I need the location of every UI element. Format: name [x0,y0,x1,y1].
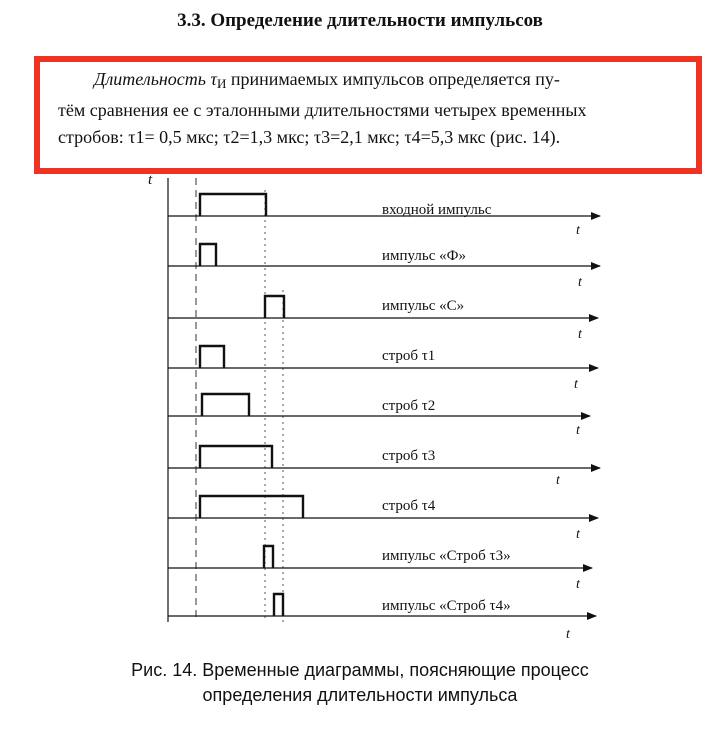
row-label-8: импульс «Строб τ3» [382,548,511,564]
row-label-4: строб τ1 [382,348,436,364]
row-label-1: входной импульс [382,202,492,218]
pulse-4 [200,346,224,368]
pulse-5 [202,394,249,416]
tau-subscript: И [216,76,227,91]
time-symbol-3: t [578,327,582,342]
paragraph-line-1 [58,66,678,97]
timing-diagram [0,170,720,660]
pulse-1 [200,194,266,216]
pulse-9 [274,594,283,616]
time-symbol-2: t [578,275,582,290]
vertical-axis-label: t [148,172,153,188]
row-label-6: строб τ3 [382,448,436,464]
time-symbol-5: t [576,423,580,438]
time-symbol-1: t [576,223,580,238]
row-label-9: импульс «Строб τ4» [382,598,511,614]
pulse-7 [200,496,303,518]
pulse-2 [200,244,216,266]
pulse-6 [200,446,272,468]
row-label-3: импульс «С» [382,298,465,314]
term-duration: Длительность [94,69,206,89]
row-label-7: строб τ4 [382,498,436,514]
figure-caption [0,658,720,708]
caption-line-1: Рис. 14. Временные диаграммы, поясняющие процесс [131,660,589,680]
row-label-5: строб τ2 [382,398,436,414]
pulse-3 [265,296,284,318]
body-paragraph [58,66,678,151]
paragraph-line-3: стробов: τ1= 0,5 мкс; τ2=1,3 мкс; τ3=2,1 мкс; τ4=5,3 мкс (рис. 14). [58,127,561,147]
time-symbol-7: t [576,527,580,542]
caption-line-2: определения длительности импульса [202,685,518,705]
time-symbol-8: t [576,577,580,592]
paragraph-line-1-rest: принимаемых импульсов определяется пу- [226,69,560,89]
time-symbol-4: t [574,377,578,392]
tau-symbol: τ [210,69,217,89]
section-heading: 3.3. Определение длительности импульсов [177,10,543,31]
time-symbol-9: t [566,627,570,642]
paragraph-line-2: тём сравнения ее с эталонными длительностями четырех временных [58,100,587,120]
time-symbol-6: t [556,473,560,488]
row-label-2: импульс «Ф» [382,248,466,264]
